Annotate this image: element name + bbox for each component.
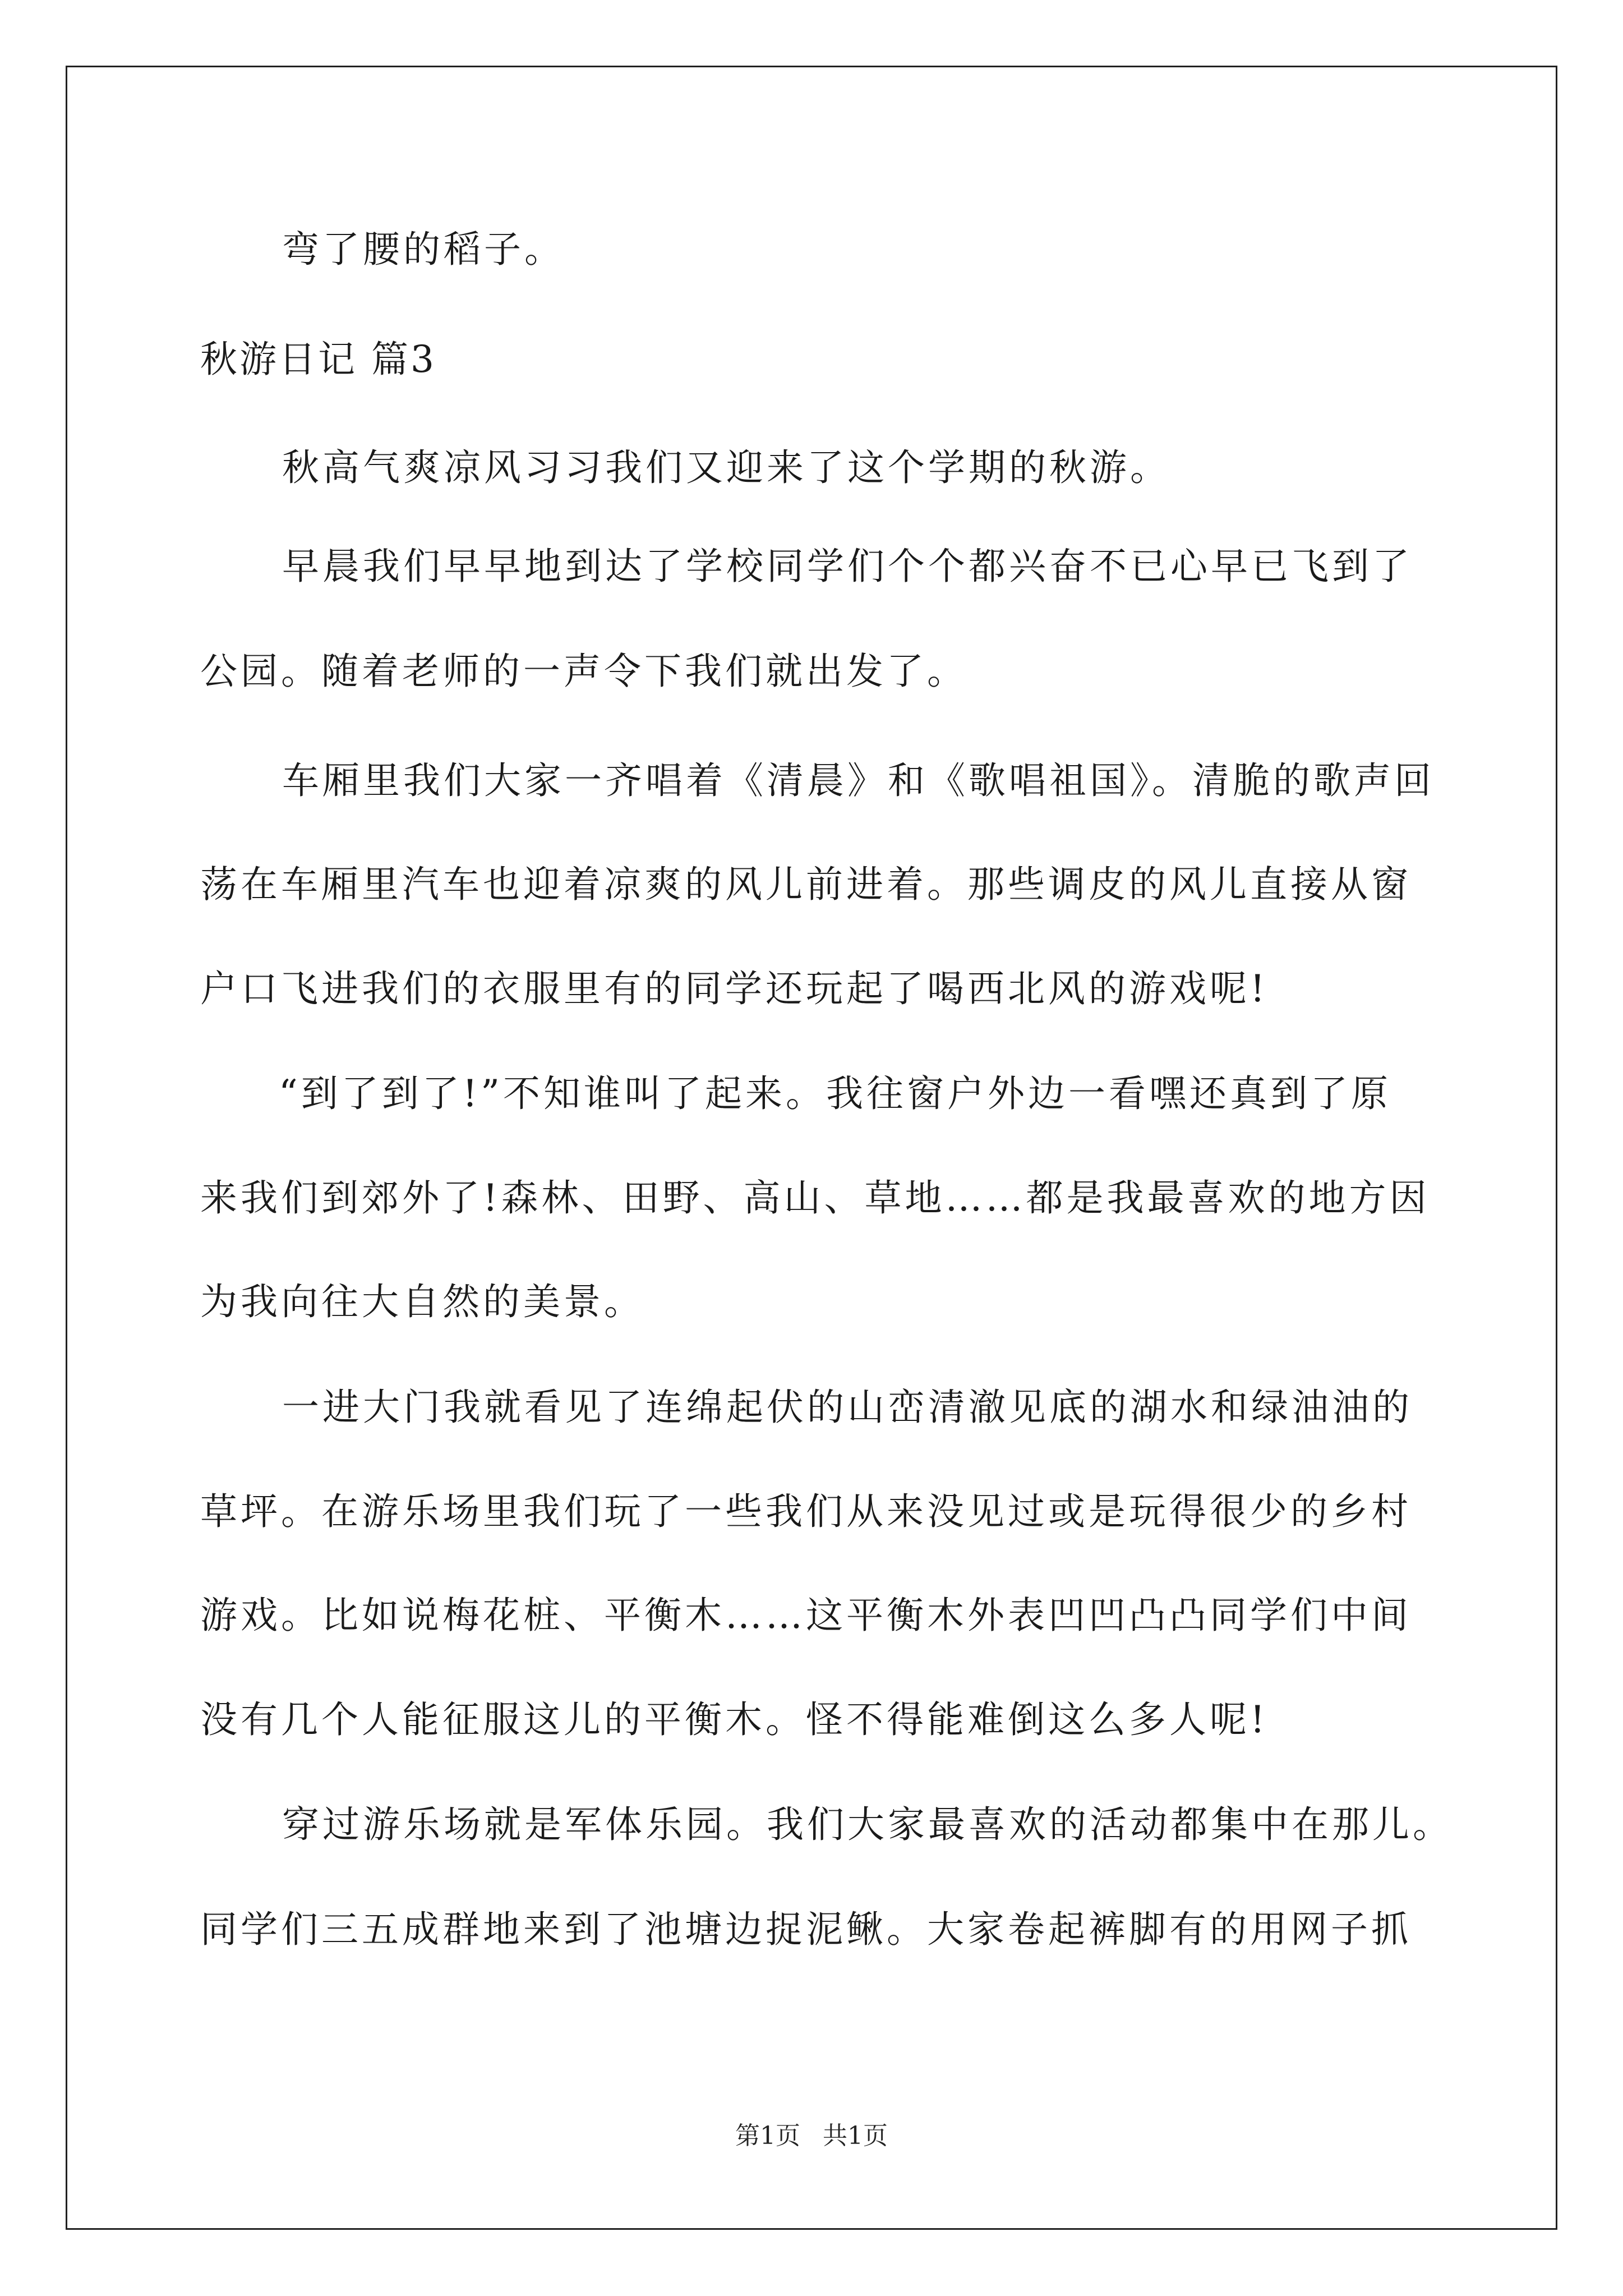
paragraph-line: 穿过游乐场就是军体乐园。我们大家最喜欢的活动都集中在那儿。 (282, 1803, 1453, 1846)
paragraph-line: 荡在车厢里汽车也迎着凉爽的风儿前进着。那些调皮的风儿直接从窗 (200, 863, 1412, 906)
paragraph-line: 没有几个人能征服这儿的平衡木。怪不得能难倒这么多人呢! (200, 1698, 1269, 1741)
paragraph-line: 同学们三五成群地来到了池塘边捉泥鳅。大家卷起裤脚有的用网子抓 (200, 1908, 1412, 1951)
paragraph-line: 一进大门我就看见了连绵起伏的山峦清澈见底的湖水和绿油油的 (282, 1386, 1413, 1429)
paragraph-line: 秋高气爽凉风习习我们又迎来了这个学期的秋游。 (282, 446, 1170, 489)
paragraph-line: 游戏。比如说梅花桩、平衡木……这平衡木外表凹凹凸凸同学们中间 (200, 1594, 1412, 1637)
paragraph-line: 户口飞进我们的衣服里有的同学还玩起了喝西北风的游戏呢! (200, 967, 1269, 1010)
page-number-total: 共1页 (823, 2122, 888, 2150)
paragraph-line: 为我向往大自然的美景。 (200, 1280, 644, 1323)
paragraph-line: 早晨我们早早地到达了学校同学们个个都兴奋不已心早已飞到了 (282, 545, 1413, 588)
paragraph-line: “到了到了!”不知谁叫了起来。我往窗户外边一看嘿还真到了原 (279, 1072, 1392, 1115)
page-footer (0, 2119, 1623, 2153)
paragraph-line: 来我们到郊外了!森林、田野、高山、草地……都是我最喜欢的地方因 (200, 1176, 1430, 1220)
page-number-current: 第1页 (735, 2122, 800, 2150)
paragraph-line: 公园。随着老师的一声令下我们就出发了。 (200, 650, 967, 693)
paragraph-line: 草坪。在游乐场里我们玩了一些我们从来没见过或是玩得很少的乡村 (200, 1490, 1412, 1533)
paragraph-line: 弯了腰的稻子。 (282, 228, 565, 271)
section-heading: 秋游日记 篇3 (200, 338, 436, 381)
paragraph-line: 车厢里我们大家一齐唱着《清晨》和《歌唱祖国》。清脆的歌声回 (282, 759, 1435, 802)
